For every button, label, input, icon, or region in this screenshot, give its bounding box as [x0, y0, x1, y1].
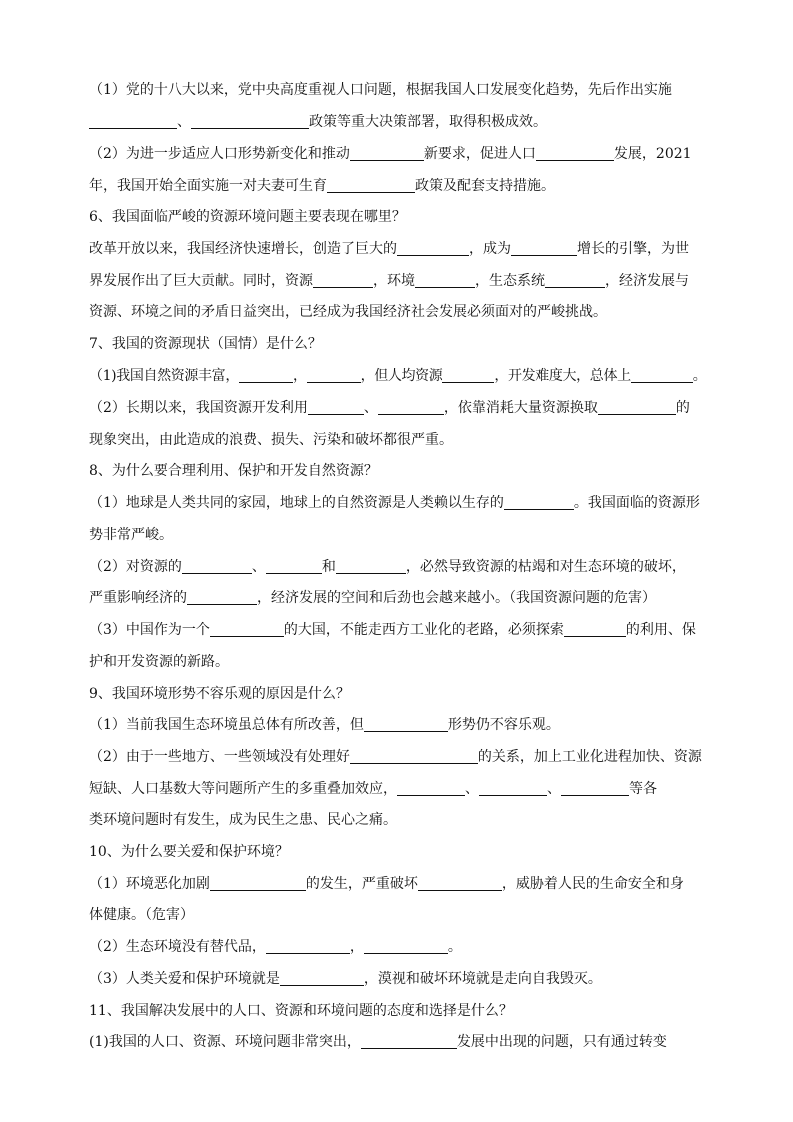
text-segment: 。 [447, 939, 462, 955]
answer-blank [397, 780, 465, 796]
text-line [89, 937, 705, 957]
text-segment: 界发展作出了巨大贡献。同时，资源 [89, 273, 313, 289]
text-line [89, 652, 705, 672]
text-segment: （3）人类关爱和保护环境就是 [89, 971, 280, 987]
text-line [89, 398, 705, 418]
text-segment: ，经济发展与 [605, 273, 689, 289]
question-heading [89, 1001, 705, 1021]
answer-blank [418, 875, 502, 891]
answer-blank [598, 399, 676, 415]
text-segment: 11、我国解决发展中的人口、资源和环境问题的态度和选择是什么？ [89, 1003, 513, 1019]
answer-blank [191, 113, 309, 129]
text-segment: (1)我国的人口、资源、环境问题非常突出， [89, 1034, 361, 1050]
text-segment: 形势仍不容乐观。 [447, 717, 560, 733]
text-segment: ，经济发展的空间和后劲也会越来越小。（我国资源问题的危害） [257, 590, 656, 606]
answer-blank [364, 716, 448, 732]
answer-blank [536, 145, 614, 161]
text-segment: （1)我国自然资源丰富， [89, 368, 239, 384]
answer-blank [313, 272, 373, 288]
text-segment: 增长的引擎，为世 [577, 241, 689, 257]
text-segment: 资源、环境之间的矛盾日益突出，已经成为我国经济社会发展必须面对的严峻挑战。 [89, 304, 607, 320]
text-segment: 9、我国环境形势不容乐观的原因是什么？ [89, 686, 350, 702]
text-segment: 。 [692, 368, 707, 384]
text-segment: 6、我国面临严峻的资源环境问题主要表现在哪里？ [89, 209, 406, 225]
text-segment: （1）环境恶化加剧 [89, 876, 210, 892]
question-heading [89, 334, 705, 354]
question-heading [89, 684, 705, 704]
text-line [89, 810, 705, 830]
answer-blank [210, 621, 284, 637]
text-segment: 的发生，严重破坏 [305, 876, 418, 892]
answer-blank [350, 145, 424, 161]
text-segment: 、 [547, 781, 561, 797]
text-segment: 体健康。（危害） [89, 907, 194, 923]
answer-blank [210, 875, 306, 891]
text-line [89, 747, 705, 767]
text-line [89, 525, 705, 545]
text-segment: 护和开发资源的新路。 [89, 654, 229, 670]
text-segment: 发展，2021 [613, 146, 692, 162]
answer-blank [511, 240, 577, 256]
text-segment: （2）长期以来，我国资源开发利用 [89, 400, 308, 416]
text-segment: ， [292, 368, 307, 384]
question-heading [89, 842, 705, 862]
text-segment: 、 [465, 781, 479, 797]
text-line [89, 144, 705, 164]
text-segment: 改革开放以来，我国经济快速增长，创造了巨大的 [89, 241, 397, 257]
answer-blank [280, 970, 364, 986]
text-segment: 的 [675, 400, 690, 416]
answer-blank [182, 558, 252, 574]
text-segment: 10、为什么要关爱和保护环境？ [89, 844, 289, 860]
text-segment: 政策及配套支持措施。 [415, 178, 555, 194]
text-segment: 的大国，不能走西方工业化的老路，必须探索 [283, 622, 564, 638]
answer-blank [479, 780, 547, 796]
answer-blank [89, 113, 177, 129]
text-segment: 的关系，加上工业化进程加快、资源 [477, 749, 702, 765]
text-segment: （2）对资源的 [89, 559, 182, 575]
text-segment: 的利用、保 [625, 622, 696, 638]
text-segment: （1）地球是人类共同的家园，地球上的自然资源是人类赖以生存的 [89, 495, 504, 511]
text-line [89, 112, 705, 132]
answer-blank [239, 367, 293, 383]
text-segment: 政策等重大决策部署，取得积极成效。 [309, 114, 547, 130]
answer-blank [266, 938, 350, 954]
text-segment: 新要求，促进人口 [423, 146, 536, 162]
text-segment: ，漠视和破坏环境就是走向自我毁灭。 [363, 971, 602, 987]
text-segment: 、 [177, 114, 191, 130]
text-line [89, 176, 705, 196]
text-segment: ，威胁着人民的生命安全和身 [501, 876, 684, 892]
text-segment: （2）由于一些地方、一些领域没有处理好 [89, 749, 350, 765]
answer-blank [308, 399, 364, 415]
answer-blank [442, 367, 494, 383]
text-line [89, 779, 705, 799]
text-segment: 严重影响经济的 [89, 590, 187, 606]
text-segment: ，依靠消耗大量资源换取 [443, 400, 598, 416]
text-segment: 势非常严峻。 [89, 527, 173, 543]
text-segment: 7、我国的资源现状（国情）是什么？ [89, 336, 322, 352]
text-line [89, 80, 705, 100]
text-segment: 8、为什么要合理利用、保护和开发自然资源？ [89, 463, 378, 479]
text-segment: 短缺、人口基数大等问题所产生的多重叠加效应， [89, 781, 397, 797]
text-line [89, 239, 705, 259]
text-segment: （1）党的十八大以来，党中央高度重视人口问题，根据我国人口发展变化趋势，先后作出实施 [89, 82, 672, 98]
answer-blank [397, 240, 469, 256]
text-line [89, 493, 705, 513]
answer-blank [564, 621, 626, 637]
text-segment: （2）为进一步适应人口形势新变化和推动 [89, 146, 350, 162]
text-segment: ， [349, 939, 364, 955]
text-segment: 、 [363, 400, 378, 416]
text-line [89, 715, 705, 735]
answer-blank [545, 272, 605, 288]
text-segment: 类环境问题时有发生，成为民生之患、民心之痛。 [89, 812, 397, 828]
text-segment: ，必然导致资源的枯竭和对生态环境的破坏， [405, 559, 686, 575]
text-segment: 。我国面临的资源形 [573, 495, 700, 511]
text-segment: 和 [321, 559, 336, 575]
text-segment: 等各 [629, 781, 657, 797]
text-line [89, 905, 705, 925]
question-heading [89, 207, 705, 227]
answer-blank [378, 399, 444, 415]
text-segment: ，成为 [469, 241, 511, 257]
text-line [89, 430, 705, 450]
answer-blank [361, 1033, 457, 1049]
text-segment: 现象突出，由此造成的浪费、损失、污染和破坏都很严重。 [89, 432, 453, 448]
text-segment: （1）当前我国生态环境虽总体有所改善，但 [89, 717, 364, 733]
text-line [89, 1032, 705, 1052]
answer-blank [415, 272, 475, 288]
text-segment: 年，我国开始全面实施一对夫妻可生育 [89, 178, 327, 194]
text-segment: 发展中出现的问题，只有通过转变 [456, 1034, 667, 1050]
text-segment: ，开发难度大，总体上 [494, 368, 631, 384]
text-line [89, 557, 705, 577]
answer-blank [504, 494, 574, 510]
answer-blank [336, 558, 406, 574]
question-heading [89, 461, 705, 481]
text-line [89, 366, 705, 386]
answer-blank [266, 558, 322, 574]
text-line [89, 302, 705, 322]
answer-blank [350, 748, 478, 764]
text-line [89, 588, 705, 608]
text-segment: ，环境 [373, 273, 415, 289]
answer-blank [631, 367, 693, 383]
answer-blank [187, 589, 257, 605]
text-line [89, 620, 705, 640]
text-line [89, 874, 705, 894]
text-line [89, 969, 705, 989]
answer-blank [307, 367, 361, 383]
answer-blank [327, 177, 415, 193]
text-segment: ，生态系统 [475, 273, 545, 289]
text-segment: ，但人均资源 [360, 368, 443, 384]
answer-blank [364, 938, 448, 954]
text-segment: （2）生态环境没有替代品， [89, 939, 266, 955]
answer-blank [561, 780, 629, 796]
text-segment: 、 [251, 559, 266, 575]
text-line [89, 271, 705, 291]
text-segment: （3）中国作为一个 [89, 622, 210, 638]
